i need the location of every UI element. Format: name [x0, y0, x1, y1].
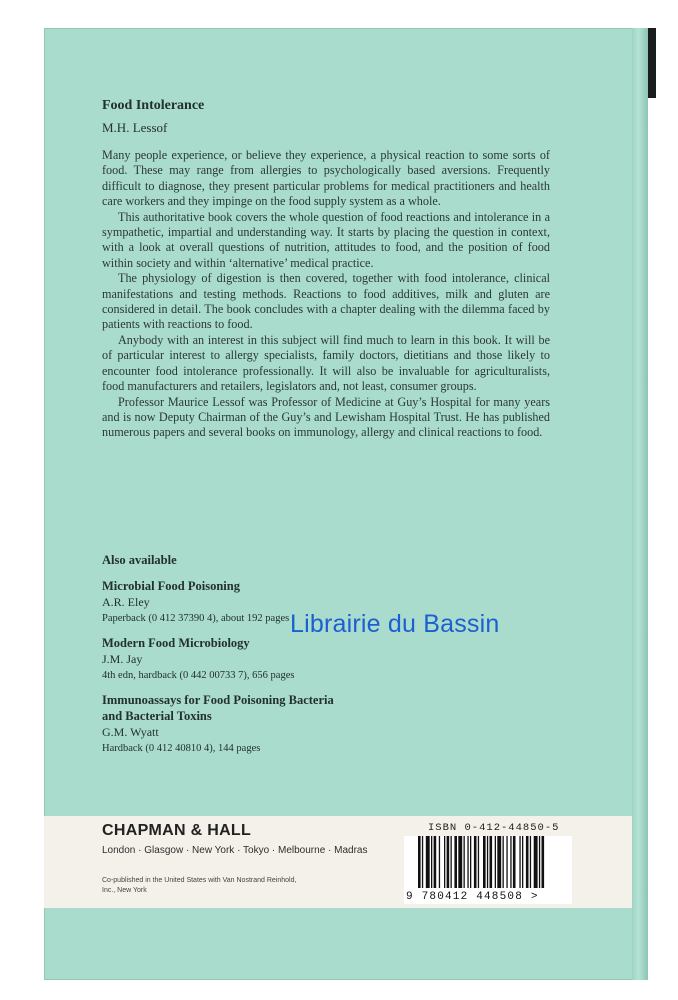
barcode-bar [458, 836, 462, 888]
barcode-bar [503, 836, 504, 888]
isbn-label: ISBN 0-412-44850-5 [428, 822, 560, 834]
related-book-author: G.M. Wyatt [102, 725, 159, 739]
barcode-bar [439, 836, 440, 888]
related-book [102, 692, 562, 757]
barcode-bar [519, 836, 520, 888]
related-book [102, 635, 562, 684]
book-author: M.H. Lessof [102, 120, 168, 135]
related-book-author: J.M. Jay [102, 652, 143, 666]
barcode-bar [434, 836, 437, 888]
also-available-section [102, 553, 562, 765]
barcode-bars [404, 836, 572, 890]
barcode-bar [487, 836, 488, 888]
barcode-bar [530, 836, 531, 888]
barcode-bar [470, 836, 471, 888]
barcode-number: 9 780412 448508 > [406, 891, 539, 903]
publisher-cities: London · Glasgow · New York · Tokyo · Melbourne · Madras [102, 845, 368, 856]
barcode-bar [451, 836, 452, 888]
related-book-title: Microbial Food Poisoning [102, 579, 240, 593]
related-book-details: Paperback (0 412 37390 4), about 192 pages [102, 613, 290, 624]
barcode-bar [454, 836, 457, 888]
blurb-paragraph: The physiology of digestion is then covered, together with food intolerance, clinical manifestations and testing methods. Reactions to food additives, milk and gluten are considered in detail. The book concludes with a chapter dealing with the dilemma faced by patients with reactions to food. [102, 271, 550, 332]
related-book-title: Modern Food Microbiology [102, 636, 250, 650]
barcode-bar [426, 836, 430, 888]
related-book-details: 4th edn, hardback (0 442 00733 7), 656 pages [102, 670, 295, 681]
barcode-bar [478, 836, 479, 888]
barcode-bar [522, 836, 523, 888]
barcode-bar [474, 836, 477, 888]
blurb-paragraph: Many people experience, or believe they experience, a physical reaction to some sorts of food. These may range from allergies to psychologically based aversions. Frequently difficult to diagnose, they present particular problems for medical practitioners and health care workers and they impinge on the food supply system as a whole. [102, 148, 550, 209]
barcode-bar [495, 836, 496, 888]
book-spine-edge [632, 28, 648, 980]
barcode-bar [510, 836, 511, 888]
bookseller-watermark: Librairie du Bassin [290, 610, 500, 638]
barcode-bar [534, 836, 538, 888]
copublisher-note: Co-published in the United States with Van Nostrand Reinhold, Inc., New York [102, 877, 297, 894]
publisher-name: CHAPMAN & HALL [102, 822, 252, 839]
related-book-details: Hardback (0 412 40810 4), 144 pages [102, 743, 261, 754]
book-title: Food Intolerance [102, 98, 205, 113]
barcode-bar [506, 836, 507, 888]
related-book-title: Immunoassays for Food Poisoning Bacteria and Bacterial Toxins [102, 693, 334, 723]
author-bio-paragraph: Professor Maurice Lessof was Professor of Medicine at Guy’s Hospital for many years and is now Deputy Chairman of the Guy’s and Lewisham Hospital Trust. He has published numerous papers and several books on immunology, allergy and clinical reactions to food. [102, 394, 550, 440]
blurb-paragraph: This authoritative book covers the whole question of food reactions and intolerance in a sympathetic, impartial and understanding way. It starts by placing the question in context, with a look at overall questions of nutrition, attitudes to food, and the position of food within society and within ‘alternative’ medical practice. [102, 209, 550, 270]
barcode-bar [447, 836, 450, 888]
barcode-bar [539, 836, 540, 888]
blurb [102, 148, 550, 441]
barcode-bar [444, 836, 445, 888]
barcode-bar [542, 836, 545, 888]
barcode-bar [497, 836, 501, 888]
barcode-bar [483, 836, 486, 888]
barcode-bar [422, 836, 423, 888]
related-book-author: A.R. Eley [102, 595, 150, 609]
barcode-bar [467, 836, 468, 888]
book-spine-shadow [648, 28, 656, 98]
barcode-bar [513, 836, 516, 888]
barcode-bar [490, 836, 493, 888]
barcode-bar [431, 836, 432, 888]
barcode-bar [526, 836, 529, 888]
also-available-heading: Also available [102, 553, 177, 567]
barcode-bar [418, 836, 421, 888]
blurb-paragraph: Anybody with an interest in this subject will find much to learn in this book. It will be of particular interest to allergy specialists, family doctors, dietitians and those likely to encounter food intolerance professionally. It will also be invaluable for agriculturalists, food manufacturers and retailers, legislators and, not least, consumer groups. [102, 332, 550, 394]
barcode-bar [464, 836, 465, 888]
